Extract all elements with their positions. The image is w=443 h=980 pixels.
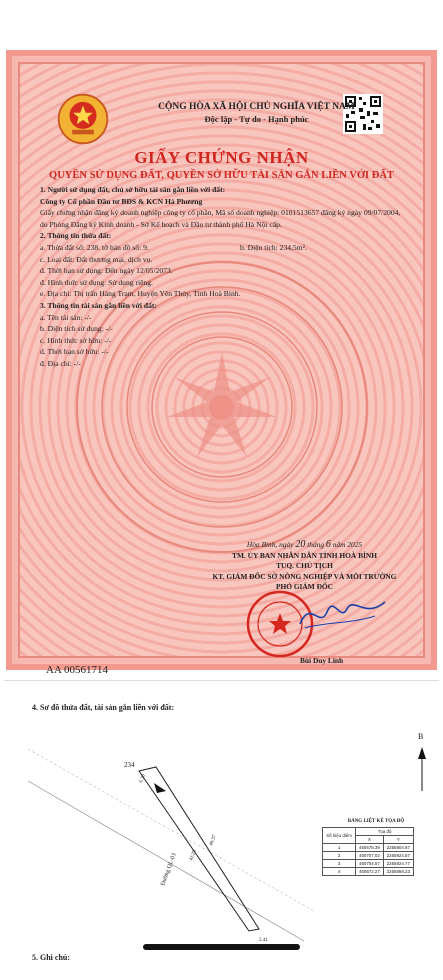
table-header: Tọa độ	[356, 828, 414, 836]
table-row: 1 460678.39 2255904.87	[323, 844, 414, 852]
signature-icon	[295, 594, 390, 634]
certificate-page	[6, 50, 437, 676]
edge-long-label: 42.25	[189, 849, 198, 862]
parcel-row	[40, 242, 405, 254]
table-header: Y	[383, 836, 413, 844]
section4-heading: 4. Sơ đồ thửa đất, tài sản gắn liền với đất:	[32, 703, 175, 712]
certificate-subtitle: QUYỀN SỬ DỤNG ĐẤT, QUYỀN SỞ HỮU TÀI SẢN GẮN LIỀN VỚI ĐẤT	[49, 170, 394, 181]
parcel-number-label: 234	[124, 761, 135, 769]
certificate-body	[40, 184, 405, 370]
asset-item: a. Tên tài sản: -/-	[40, 312, 92, 322]
edge-bottom-label: 2.41	[259, 938, 268, 943]
section1-heading: 1. Người sử dụng đất, chủ sở hữu tài sản gắn liền với đất:	[40, 185, 226, 194]
parcel-area: b. Diện tích: 234,5m².	[240, 242, 307, 252]
issuing-title: PHÓ GIÁM ĐỐC	[275, 582, 334, 591]
table-row: 4 460672.27 2255959.23	[323, 868, 414, 876]
neighbor-boundary	[28, 781, 304, 941]
signature-block	[200, 540, 409, 593]
issuing-dept: KT. GIÁM ĐỐC SỞ NÔNG NGHIỆP VÀ MÔI TRƯỜNG	[212, 571, 397, 581]
usage-form: đ. Hình thức sử dụng: Sử dụng riêng.	[40, 277, 153, 287]
edge-right-label: 40.37	[209, 834, 218, 847]
issuing-role: TUQ. CHỦ TỊCH	[276, 561, 333, 570]
section2-heading: 2. Thông tin thửa đất:	[40, 231, 112, 241]
road-edge	[28, 749, 314, 911]
certificate-title: GIẤY CHỨNG NHẬN	[134, 148, 309, 167]
north-arrowhead-icon	[418, 747, 426, 759]
coordinate-table	[322, 827, 414, 876]
land-type: c. Loại đất: Đất thương mại, dịch vụ.	[40, 254, 153, 264]
country-name: CỘNG HÒA XÃ HỘI CHỦ NGHĨA VIỆT NAM	[158, 102, 355, 112]
table-header: Số hiệu điểm	[323, 828, 356, 844]
section3-heading: 3. Thông tin tài sản gắn liền với đất:	[40, 300, 157, 310]
parcel-map-page	[4, 680, 439, 980]
asset-item: d. Thời hạn sở hữu: -/-	[40, 347, 109, 357]
certificate-background	[18, 62, 425, 676]
owner-description: Giấy chứng nhận đăng ký doanh nghiệp công ty cổ phần, Mã số doanh nghiệp: 0101513657 đăng ký ngày 09/07/2004, do Phòng Đăng ký Kinh doanh - Sở Kế hoạch và Đầu tư thành phố Hà Nội cấp.	[40, 208, 401, 229]
signer-name: Bùi Duy Linh	[300, 656, 344, 665]
section5-heading: 5. Ghi chú:	[32, 953, 71, 962]
serial-number: AA 00561714	[46, 664, 109, 676]
asset-item: c. Hình thức sở hữu: -/-	[40, 335, 112, 345]
road-label: Đường QL-03	[160, 852, 178, 887]
table-row: 2 460707.02 2255924.87	[323, 852, 414, 860]
parcel-marker	[154, 783, 166, 793]
national-motto: Độc lập - Tự do - Hạnh phúc	[204, 114, 309, 124]
table-header-row	[323, 828, 414, 836]
coordinate-table-title: BẢNG LIỆT KÊ TỌA ĐỘ	[347, 819, 405, 824]
edge-top-label: 6.30	[139, 773, 147, 784]
asset-item: đ. Địa chỉ: -/-	[40, 358, 81, 368]
issue-date: Hòa Bình, ngày 20 tháng 6 năm 2025	[246, 539, 363, 550]
usage-term: d. Thời hạn sử dụng: Đến ngày 12/05/2073.	[40, 266, 173, 276]
table-row: 3 460704.57 2255924.77	[323, 860, 414, 868]
land-address: e. Địa chỉ: Thị trấn Hàng Trạm, Huyện Yên Thủy, Tỉnh Hoà Bình.	[40, 289, 241, 299]
table-header: X	[356, 836, 384, 844]
issuing-org: TM. ỦY BAN NHÂN DÂN TỈNH HOÀ BÌNH	[232, 550, 377, 560]
parcel-number: a. Thửa đất số: 238. tờ bản đồ số: 9.	[40, 242, 149, 252]
owner-name: Công ty Cổ phần Đầu tư BĐS & KCN Hà Phương	[40, 196, 203, 206]
asset-item: b. Diện tích sử dụng: -/-	[40, 324, 113, 334]
north-label: B	[418, 732, 424, 741]
home-indicator[interactable]	[143, 944, 300, 950]
